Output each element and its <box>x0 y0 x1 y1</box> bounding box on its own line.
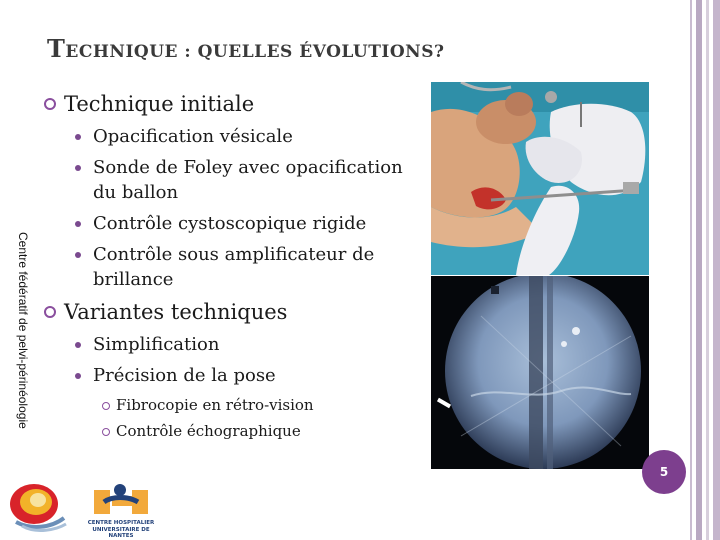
bullet-level2 <box>44 242 424 292</box>
bullet-text: Simplification <box>93 334 220 355</box>
chu-line2: UNIVERSITAIRE DE NANTES <box>92 526 150 539</box>
bullet-text: Contrôle sous amplificateur de brillance <box>93 244 375 290</box>
slide-title <box>47 34 444 63</box>
dot-bullet-icon <box>75 373 81 379</box>
bullet-level2 <box>44 124 424 149</box>
circle-bullet-icon <box>44 98 56 110</box>
ring-bullet-icon <box>102 428 110 436</box>
bullet-level1 <box>44 298 424 326</box>
page-number-badge <box>642 450 686 494</box>
bullet-level1 <box>44 90 424 118</box>
chu-line1: CENTRE HOSPITALIER <box>87 520 155 526</box>
bullet-text: Variantes techniques <box>64 300 288 324</box>
frame-stripe <box>696 0 702 540</box>
surgical-photo <box>431 82 649 275</box>
frame-stripe <box>690 0 692 540</box>
bullet-level2 <box>44 332 424 357</box>
fluoroscopy-image <box>431 276 649 469</box>
bullet-level2 <box>44 155 424 205</box>
frame-stripe <box>706 0 709 540</box>
bullet-text: Contrôle échographique <box>116 422 301 440</box>
federative-center-logo <box>6 478 68 534</box>
title-first-letter: T <box>47 34 66 63</box>
bullet-level2 <box>44 211 424 236</box>
bullet-list <box>44 90 424 446</box>
chu-nantes-logo <box>82 482 160 539</box>
ring-bullet-icon <box>102 402 110 410</box>
bullet-text: Fibrocopie en rétro-vision <box>116 396 314 414</box>
circle-bullet-icon <box>44 306 56 318</box>
frame-stripe <box>713 0 720 540</box>
title-rest: ECHNIQUE : QUELLES ÉVOLUTIONS? <box>65 42 445 62</box>
bullet-text: Sonde de Foley avec opacification du ballon <box>93 157 403 203</box>
chu-caption <box>82 520 160 540</box>
bullet-text: Opacification vésicale <box>93 126 293 147</box>
dot-bullet-icon <box>75 134 81 140</box>
bullet-level3 <box>44 394 424 416</box>
dot-bullet-icon <box>75 342 81 348</box>
dot-bullet-icon <box>75 221 81 227</box>
side-caption <box>16 232 30 472</box>
dot-bullet-icon <box>75 252 81 258</box>
bullet-text: Technique initiale <box>64 92 255 116</box>
bullet-level3 <box>44 420 424 442</box>
bullet-text: Contrôle cystoscopique rigide <box>93 213 367 234</box>
dot-bullet-icon <box>75 165 81 171</box>
bullet-text: Précision de la pose <box>93 365 276 386</box>
page-number: 5 <box>659 465 669 479</box>
side-caption-text: Centre fédératif de pelvi-périnéologie <box>16 232 30 429</box>
bullet-level2 <box>44 363 424 388</box>
